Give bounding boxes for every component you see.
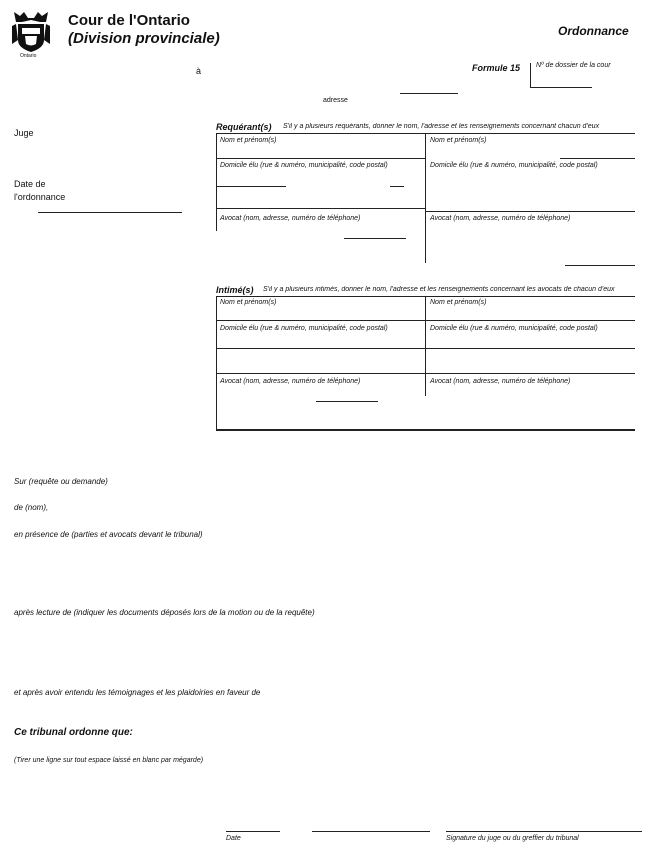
on-motion-label: Sur (requête ou demande) (14, 477, 108, 486)
in-presence-label: en présence de (parties et avocats devant le tribunal) (14, 530, 203, 539)
applicant-name-2: Nom et prénom(s) (430, 137, 487, 144)
applicant-lawyer-2: Avocat (nom, adresse, numéro de téléphone) (430, 215, 571, 222)
court-name-line1: Cour de l'Ontario (68, 12, 190, 29)
a-label: à (196, 66, 202, 76)
applicant-title: Requérant(s) (216, 122, 272, 132)
applicant-name-1: Nom et prénom(s) (220, 137, 277, 144)
after-reading-label: après lecture de (indiquer les documents déposés lors de la motion ou de la requête) (14, 608, 315, 617)
respondent-address-1: Domicile élu (rue & numéro, municipalité, code postal) (220, 325, 388, 332)
respondent-address-2: Domicile élu (rue & numéro, municipalité, code postal) (430, 325, 598, 332)
respondent-lawyer-2: Avocat (nom, adresse, numéro de téléphone) (430, 378, 571, 385)
date-label-2: l'ordonnance (14, 192, 66, 202)
strike-blank-note: (Tirer une ligne sur tout espace laissé en blanc par mégarde) (14, 757, 204, 764)
judge-label: Juge (14, 128, 34, 138)
document-title: Ordonnance (558, 24, 629, 38)
respondent-name-2: Nom et prénom(s) (430, 299, 487, 306)
respondent-name-1: Nom et prénom(s) (220, 299, 277, 306)
footer-date-label: Date (226, 835, 241, 842)
form-number: Formule 15 (472, 63, 521, 73)
applicant-address-2: Domicile élu (rue & numéro, municipalité, code postal) (430, 162, 598, 169)
after-hearing-label: et après avoir entendu les témoignages et les plaidoiries en faveur de (14, 688, 261, 697)
ontario-crest-icon (10, 10, 52, 56)
applicant-address-1: Domicile élu (rue & numéro, municipalité, code postal) (220, 162, 388, 169)
crest-caption: Ontario (20, 53, 37, 59)
respondent-lawyer-1: Avocat (nom, adresse, numéro de téléphone) (220, 378, 361, 385)
date-label-1: Date de (14, 179, 46, 189)
by-name-label: de (nom), (14, 503, 49, 512)
applicant-note: S'il y a plusieurs requérants, donner le nom, l'adresse et les renseignements concernant chacun d'eux (283, 123, 600, 130)
footer-signature-label: Signature du juge ou du greffier du tribunal (446, 835, 579, 842)
applicant-lawyer-1: Avocat (nom, adresse, numéro de téléphone) (220, 215, 361, 222)
address-label: adresse (323, 97, 348, 104)
respondent-title: Intimé(s) (216, 285, 254, 295)
court-orders-heading: Ce tribunal ordonne que: (14, 727, 133, 738)
court-name-line2: (Division provinciale) (68, 30, 220, 47)
file-number-label: Nº de dossier de la cour (536, 62, 611, 69)
respondent-note: S'il y a plusieurs intimés, donner le nom, l'adresse et les renseignements concernant les avocats de chacun d'eux (263, 286, 615, 293)
